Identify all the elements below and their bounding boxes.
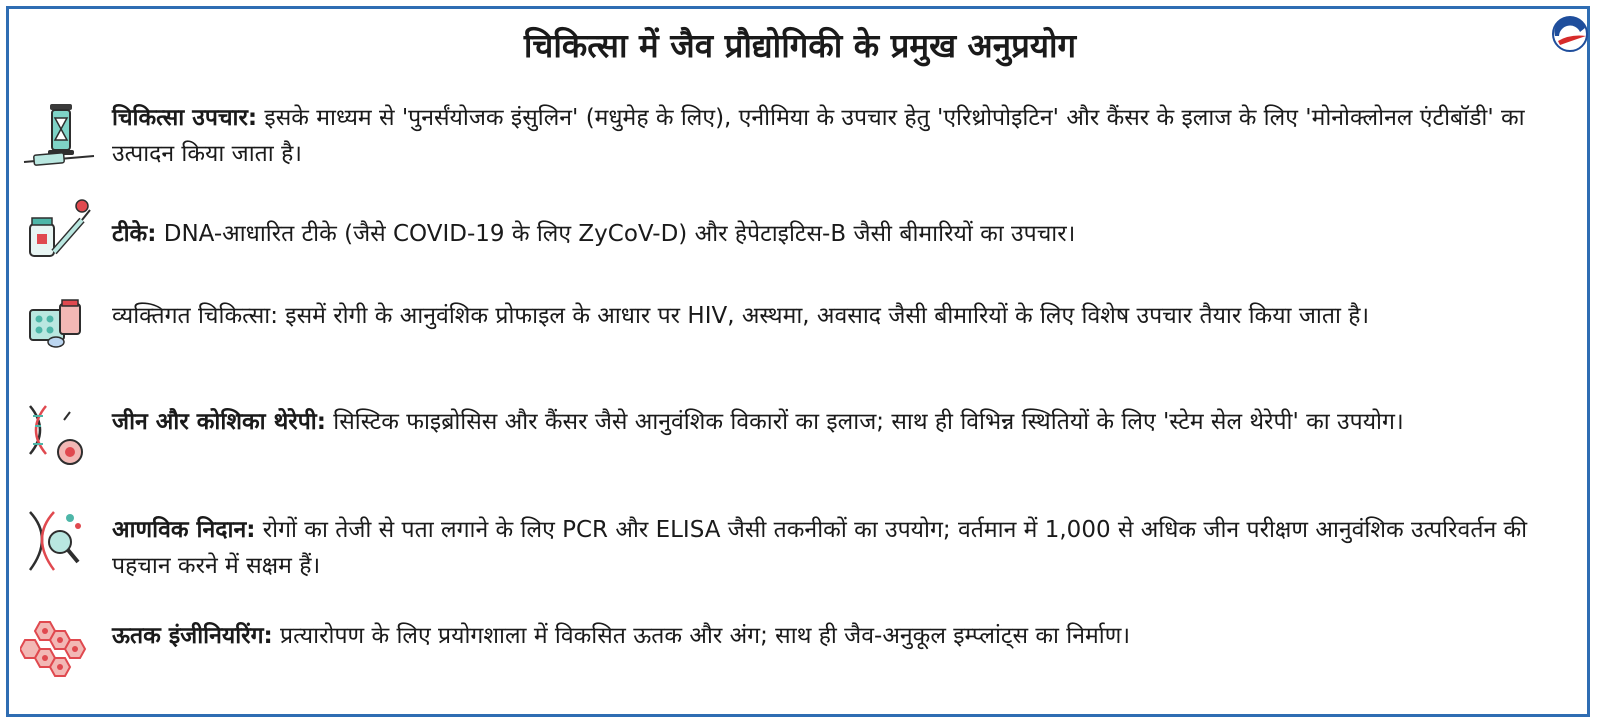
item-body: व्यक्तिगत चिकित्सा: इसमें रोगी के आनुवंशिक प्रोफाइल के आधार पर HIV, अस्थमा, अवसाद जैसी बीमारियों के लिए विशेष उपचार तैयार किया जाता है। — [112, 303, 1370, 329]
dna-magnifier-icon — [20, 508, 100, 588]
list-item — [20, 400, 1560, 480]
item-label: आणविक निदान: — [112, 517, 256, 543]
item-label: ऊतक इंजीनियरिंग: — [112, 623, 273, 649]
item-body: DNA-आधारित टीके (जैसे COVID-19 के लिए ZyCoV-D) और हेपेटाइटिस-B जैसी बीमारियों का उपचार। — [156, 221, 1076, 247]
item-text — [112, 512, 1552, 584]
item-label: जीन और कोशिका थेरेपी: — [112, 409, 326, 435]
list-item — [20, 96, 1560, 176]
item-text — [112, 216, 1552, 252]
item-text — [112, 404, 1552, 440]
list-item — [20, 294, 1560, 374]
list-item — [20, 508, 1560, 588]
item-text — [112, 618, 1552, 654]
item-label: चिकित्सा उपचार: — [112, 105, 258, 131]
vaccine-icon — [20, 196, 100, 276]
list-item — [20, 614, 1560, 694]
test-tube-syringe-icon — [20, 96, 100, 176]
item-label: टीके: — [112, 221, 157, 247]
page-title: चिकित्सा में जैव प्रौद्योगिकी के प्रमुख अनुप्रयोग — [523, 26, 1077, 65]
tissue-cells-icon — [20, 614, 100, 694]
item-body: सिस्टिक फाइब्रोसिस और कैंसर जैसे आनुवंशिक विकारों का इलाज; साथ ही विभिन्न स्थितियों के लिए 'स्टेम सेल थेरेपी' का उपयोग। — [325, 409, 1404, 435]
item-body: रोगों का तेजी से पता लगाने के लिए PCR और ELISA जैसी तकनीकों का उपयोग; वर्तमान में 1,000 से अधिक जीन परीक्षण आनुवंशिक उत्परिवर्तन की पहचान करने में सक्षम हैं। — [112, 517, 1528, 579]
item-body: प्रत्यारोपण के लिए प्रयोगशाला में विकसित ऊतक और अंग; साथ ही जैव-अनुकूल इम्प्लांट्स का निर्माण। — [272, 623, 1131, 649]
list-item — [20, 196, 1560, 276]
item-text — [112, 298, 1552, 334]
item-body: इसके माध्यम से 'पुनर्संयोजक इंसुलिन' (मधुमेह के लिए), एनीमिया के उपचार हेतु 'एरिथ्रोपोइटिन' और कैंसर के इलाज के लिए 'मोनोक्लोनल एंटीबॉडी' का उत्पादन किया जाता है। — [112, 105, 1525, 167]
medicine-pills-icon — [20, 294, 100, 374]
item-text — [112, 100, 1552, 172]
dna-cell-therapy-icon — [20, 400, 100, 480]
